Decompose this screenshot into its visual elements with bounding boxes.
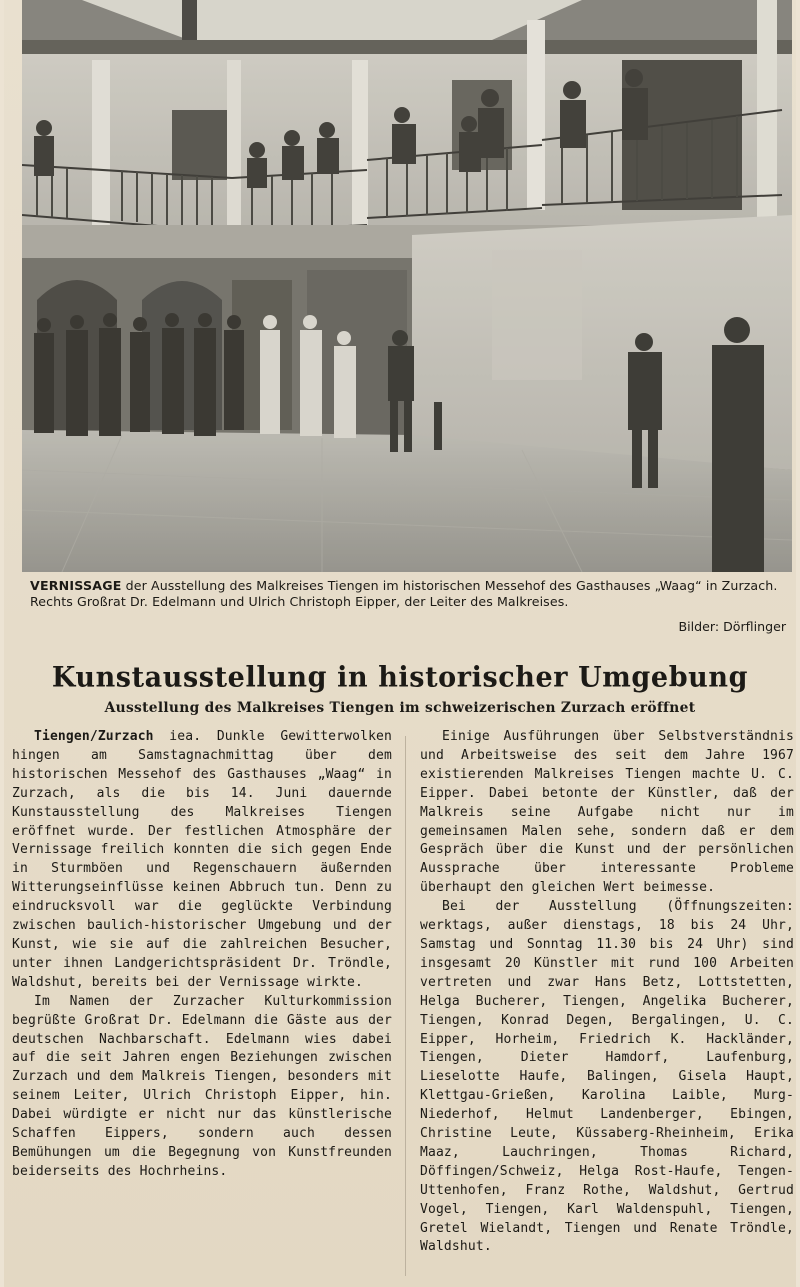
article-left-column (12, 728, 392, 1182)
article-headline: Kunstausstellung in historischer Umgebung (51, 661, 749, 694)
column-divider (405, 736, 406, 1276)
photo-credit: Bilder: Dörflinger (678, 619, 786, 634)
caption-lead: VERNISSAGE (30, 578, 122, 593)
paragraph: Im Namen der Zurzacher Kulturkommission begrüßte Großrat Dr. Edelmann die Gäste aus der deutschen Nachbarschaft. Edelmann wies dabei auf die seit Jahren engen Beziehungen zwischen Zurzach und dem Malkreis Tiengen, besonders mit seinem Leiter, Ulrich Christoph Eipper, hin. Dabei würdigte er nicht nur das künstlerische Schaffen Eippers, sondern auch dessen Bemühungen um die Begegnung von Kunstfreunden beiderseits des Hochrheins. (12, 993, 392, 1179)
article-subheadline: Ausstellung des Malkreises Tiengen im schweizerischen Zurzach eröffnet (104, 700, 696, 716)
photo-caption (30, 578, 785, 609)
paragraph (12, 728, 392, 993)
paragraph-text: iea. Dunkle Gewitterwolken hingen am Samstagnachmittag über dem historischen Messehof des Gasthauses „Waag“ in Zurzach, als die bis 14. Juni dauernde Kunstausstellung des Malkreises Tiengen eröffnet wurde. Der festlichen Atmosphäre der Vernissage freilich konnten die sich gegen Ende in Sturmböen und Regenschauern äußernden Witterungseinflüsse keinen Abbruch tun. Denn zu eindrucksvoll war die geglückte Verbindung zwischen baulich-historischer Umgebung und der Kunst, wie sie auf die zahlreichen Besucher, unter ihnen Landgerichtspräsident Dr. Tröndle, Waldshut, bereits bei der Vernissage wirkte. (12, 729, 392, 990)
paragraph: Einige Ausführungen über Selbstverständnis und Arbeitsweise des seit dem Jahre 1967 existierenden Malkreises Tiengen machte U. C. Eipper. Dabei betonte der Künstler, daß der Malkreis seine Aufgabe nicht nur im gemeinsamen Malen sehe, sondern daß er dem Gespräch über die Kunst und der persönlichen Aussprache über interessante Probleme überhaupt den gleichen Wert beimesse. (420, 729, 794, 896)
courtyard-photo (22, 0, 792, 572)
paragraph: Bei der Ausstellung (Öffnungszeiten: werktags, außer dienstags, 18 bis 24 Uhr, Samstag und Sonntag 11.30 bis 24 Uhr) sind insgesamt 20 Künstler mit rund 100 Arbeiten vertreten und zwar Hans Betz, Lottstetten, Helga Bucherer, Tiengen, Angelika Bucherer, Tiengen, Konrad Degen, Bergalingen, U. C. Eipper, Horheim, Friedrich K. Hackländer, Tiengen, Dieter Hamdorf, Laufenburg, Lieselotte Haufe, Balingen, Gisela Haupt, Klettgau-Grießen, Karolina Laible, Murg-Niederhof, Helmut Landenberger, Ebingen, Christine Leute, Küssaberg-Rheinheim, Erika Maaz, Lauchringen, Thomas Richard, Döffingen/Schweiz, Helga Rost-Haufe, Tengen-Uttenhofen, Franz Rothe, Waldshut, Gertrud Vogel, Tiengen, Karl Waldenspuhl, Tiengen, Gretel Wielandt, Tiengen und Renate Tröndle, Waldshut. (420, 899, 794, 1255)
article-right-column (420, 728, 794, 1257)
caption-text: der Ausstellung des Malkreises Tiengen im historischen Messehof des Gasthauses „Waag“ in Zurzach. Rechts Großrat Dr. Edelmann und Ulrich Christoph Eipper, der Leiter des Malkreises. (30, 578, 778, 609)
dateline: Tiengen/Zurzach (34, 729, 154, 744)
photo-icon (22, 0, 792, 572)
